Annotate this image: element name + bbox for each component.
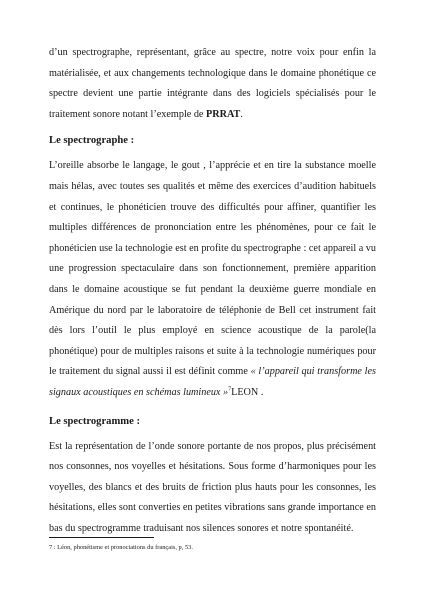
prrat-term: PRRAT xyxy=(206,108,241,120)
heading-spectrographe: Le spectrographe : xyxy=(49,135,135,147)
footnote-divider xyxy=(49,537,154,538)
paragraph-intro-text: d’un spectrographe, représentant, grâce au spectre, notre voix pour enfin la matérialisée, et aux changements technologique dans le domaine phonétique ce spectre devient une partie intégrante dans des logiciels spécialisés pour le traitement sonore notant l’exemple de xyxy=(49,47,376,120)
definition-quote: « l’appareil qui transforme les signaux acoustiques en schémas lumineux » xyxy=(49,366,376,398)
paragraph-intro-end: . xyxy=(240,108,243,120)
paragraph-spectrographe xyxy=(49,156,376,403)
paragraph-intro xyxy=(49,43,376,125)
footnote-text: 7 : Léon, phonétisme et pronociations du français, p, 53. xyxy=(49,544,193,551)
heading-spectrogramme: Le spectrogramme : xyxy=(49,415,140,427)
paragraph-spectrogramme: Est la représentation de l’onde sonore portante de nos propos, plus précisément nos consonnes, nos voyelles et hésitations. Sous forme d’harmoniques pour les voyelles, des blancs et des bruits de friction plus hauts pour les consonnes, les hésitations, elles sont converties en petites vibrations sans grande importance en bas du spectrogramme traduisant nos silences sonores et notre spontanéité. xyxy=(49,440,376,534)
footnote-reference[interactable]: 7 xyxy=(228,386,232,393)
paragraph-spectrographe-end: LEON . xyxy=(231,386,264,398)
paragraph-spectrographe-text: L’oreille absorbe le langage, le gout , l’apprécie et en tire la substance moelle mais hélas, avec toutes ses qualités et même des exercices d’audition habituels et continues, le phonéticien trouve des difficultés pour affiner, quantifier les multiples différences de prononciation entre les phénomènes, pour ce fait le phonéticien use la technologie est en profite du spectrographe : cet appareil a vu une progression spectaculaire dans son fonctionnement, première apparition dans le domaine acoustique se fut pendant la deuxième guerre mondiale en Amérique du nord par le laboratoire de téléphonie de Bell cet instrument fait dès lors l’outil le plus employé en science acoustique de la parole(la phonétique) pour de multiples raisons et suite à la technologie numériques pour le traitement du signal aussi il est définit comme xyxy=(49,160,376,378)
page-body xyxy=(49,43,376,539)
